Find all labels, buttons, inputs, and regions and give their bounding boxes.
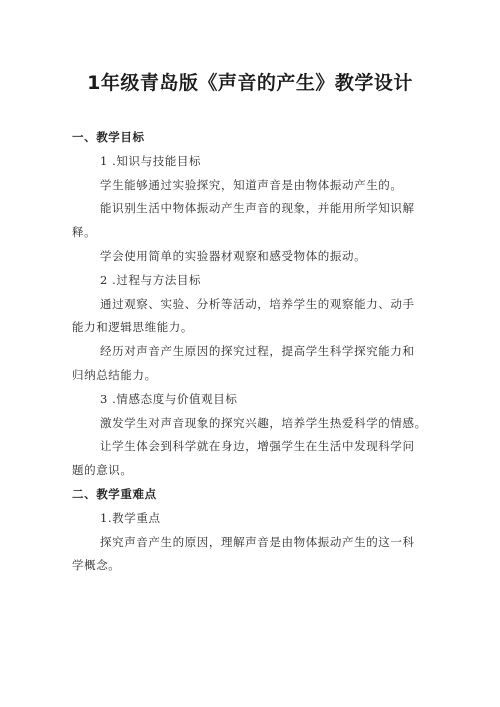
paragraph-continuation: 学概念。: [72, 558, 121, 573]
paragraph: 激发学生对声音现象的探究兴趣，培养学生热爱科学的情感。: [100, 415, 427, 430]
subheading-knowledge-skills: 1 .知识与技能目标: [100, 153, 202, 168]
subheading-key-points: 1.教学重点: [100, 510, 161, 525]
paragraph: 通过观察、实验、分析等活动，培养学生的观察能力、动手: [100, 296, 415, 311]
section-heading-key-difficult-points: 二、教学重难点: [72, 486, 157, 501]
paragraph-continuation: 题的意识。: [72, 463, 133, 478]
document-title: 1年级青岛版《声音的产生》教学设计: [87, 72, 413, 94]
paragraph: 探究声音产生的原因，理解声音是由物体振动产生的这一科: [100, 534, 415, 549]
subheading-attitude-values: 3 .情感态度与价值观目标: [100, 391, 238, 406]
paragraph: 能识别生活中物体振动产生声音的现象，并能用所学知识解: [100, 201, 415, 216]
subheading-process-methods: 2 .过程与方法目标: [100, 272, 202, 287]
paragraph: 学会使用简单的实验器材观察和感受物体的振动。: [100, 248, 367, 263]
document-body: [72, 126, 440, 578]
paragraph: 学生能够通过实验探究，知道声音是由物体振动产生的。: [100, 177, 403, 192]
paragraph: 让学生体会到科学就在身边，增强学生在生活中发现科学问: [100, 439, 415, 454]
paragraph: 经历对声音产生原因的探究过程，提高学生科学探究能力和: [100, 344, 415, 359]
paragraph-continuation: 释。: [72, 225, 97, 240]
paragraph-continuation: 能力和逻辑思维能力。: [72, 320, 193, 335]
section-heading-teaching-goals: 一、教学目标: [72, 130, 145, 144]
paragraph-continuation: 归纳总结能力。: [72, 367, 157, 382]
